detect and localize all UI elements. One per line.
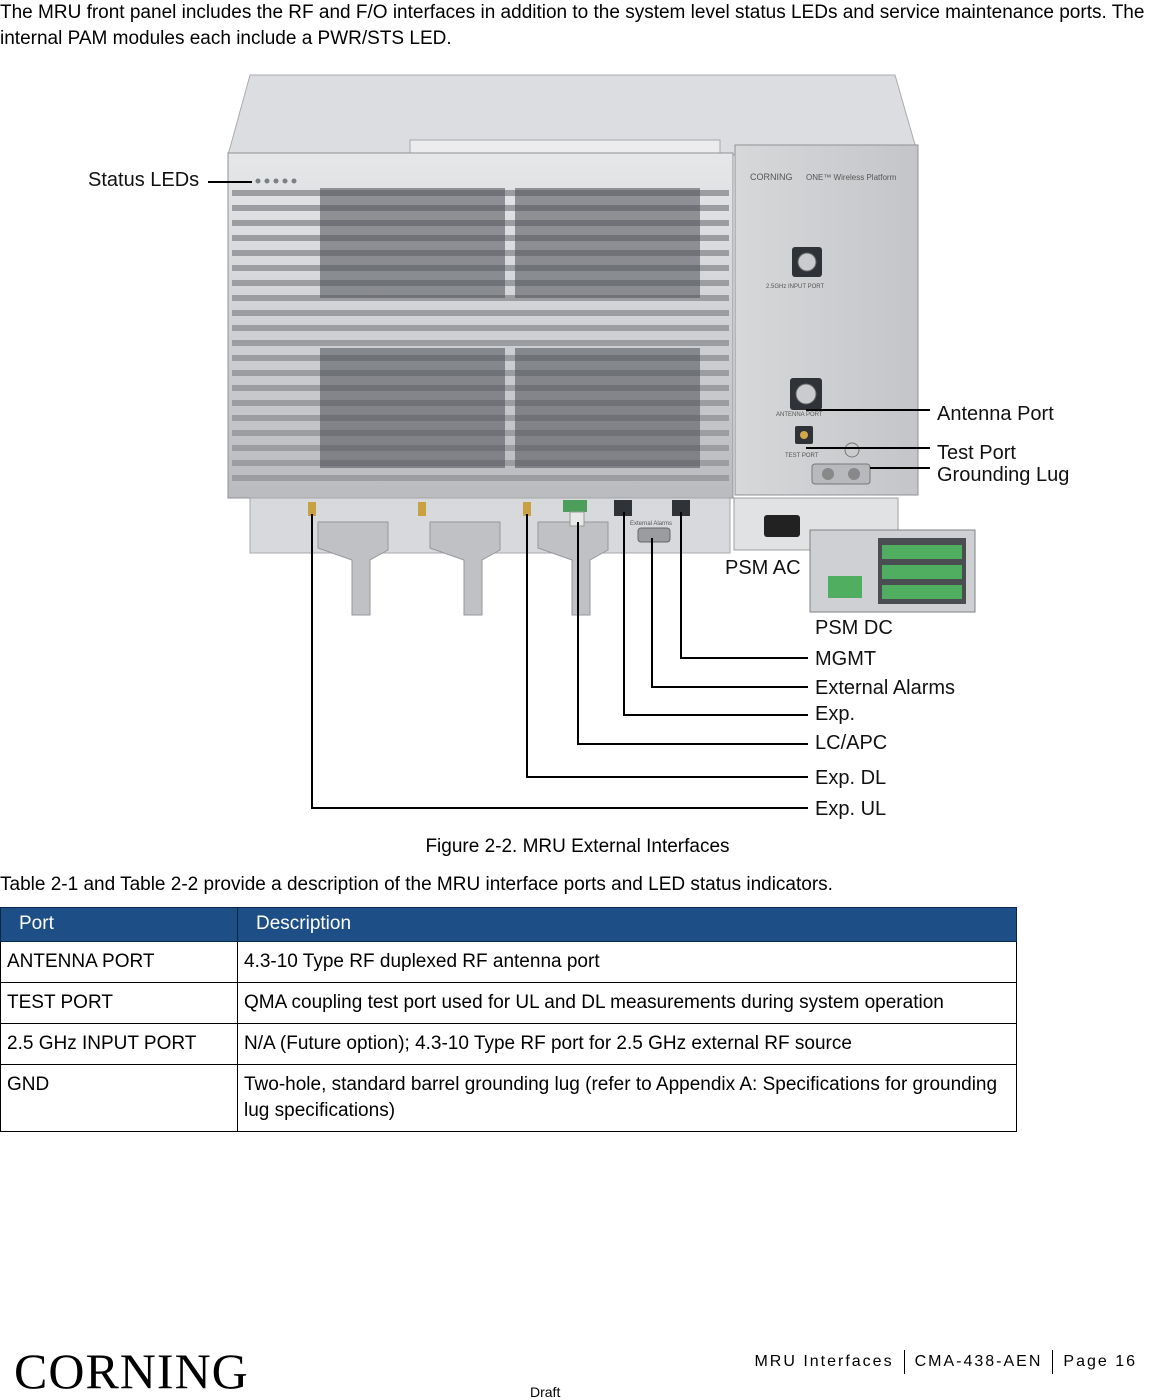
port-cell: ANTENNA PORT bbox=[1, 942, 238, 983]
rf-side-panel bbox=[735, 145, 918, 495]
callout-exp-dl: Exp. DL bbox=[815, 767, 887, 789]
callout-exp-ul: Exp. UL bbox=[815, 798, 887, 820]
port-table bbox=[0, 907, 1017, 1132]
handles bbox=[318, 522, 608, 615]
description-cell: QMA coupling test port used for UL and DL measurements during system operation bbox=[238, 983, 1017, 1024]
test-port-label: TEST PORT bbox=[785, 453, 819, 459]
antenna-port-label: ANTENNA PORT bbox=[776, 412, 823, 418]
port-cell: 2.5 GHz INPUT PORT bbox=[1, 1024, 238, 1065]
page-footer bbox=[744, 1350, 1147, 1374]
description-cell: 4.3-10 Type RF duplexed RF antenna port bbox=[238, 942, 1017, 983]
input-port-label: 2.5GHz INPUT PORT bbox=[766, 284, 825, 290]
table-row bbox=[1, 942, 1017, 983]
table-intro: Table 2-1 and Table 2-2 provide a description of the MRU interface ports and LED status indicators. bbox=[0, 874, 833, 895]
callout-antenna-port: Antenna Port bbox=[937, 403, 1054, 425]
callout-psm-dc: PSM DC bbox=[815, 617, 893, 639]
draft-marker: Draft bbox=[530, 1384, 561, 1400]
callout-exp: Exp. bbox=[815, 703, 856, 725]
port-cell: TEST PORT bbox=[1, 983, 238, 1024]
panel-platform-label: ONE™ Wireless Platform bbox=[806, 173, 897, 182]
mru-illustration bbox=[0, 60, 1155, 830]
callout-status-leds: Status LEDs bbox=[88, 169, 200, 191]
table-row bbox=[1, 1065, 1017, 1132]
table-row bbox=[1, 983, 1017, 1024]
panel-brand-label: CORNING bbox=[750, 172, 793, 182]
table-header-row bbox=[1, 908, 1017, 942]
callout-external-alarms: External Alarms bbox=[815, 677, 956, 699]
port-cell: GND bbox=[1, 1065, 238, 1132]
callout-test-port: Test Port bbox=[937, 442, 1016, 464]
mru-figure bbox=[0, 60, 1155, 830]
footer-section: MRU Interfaces bbox=[754, 1353, 894, 1370]
footer-doc-id: CMA-438-AEN bbox=[914, 1353, 1043, 1370]
figure-caption: Figure 2-2. MRU External Interfaces bbox=[425, 836, 730, 857]
corning-logo: CORNING bbox=[14, 1343, 249, 1399]
header-port: Port bbox=[1, 908, 238, 942]
description-cell: N/A (Future option); 4.3-10 Type RF port for 2.5 GHz external RF source bbox=[238, 1024, 1017, 1065]
callout-psm-ac: PSM AC bbox=[725, 557, 801, 579]
callout-mgmt: MGMT bbox=[815, 648, 877, 670]
header-description: Description bbox=[238, 908, 1017, 942]
grounding-lug bbox=[812, 464, 870, 484]
callout-grounding-lug: Grounding Lug bbox=[937, 464, 1070, 486]
callout-lc-apc: LC/APC bbox=[815, 732, 888, 754]
description-cell: Two-hole, standard barrel grounding lug (refer to Appendix A: Specifications for grounding lug specifications) bbox=[238, 1065, 1017, 1132]
footer-page-number: Page 16 bbox=[1063, 1353, 1137, 1370]
table-row bbox=[1, 1024, 1017, 1065]
external-alarms-device-label: External Alarms bbox=[630, 521, 673, 527]
intro-paragraph: The MRU front panel includes the RF and F/O interfaces in addition to the system level status LEDs and service maintenance ports. The internal PAM modules each include a PWR/STS LED. bbox=[0, 2, 1145, 49]
